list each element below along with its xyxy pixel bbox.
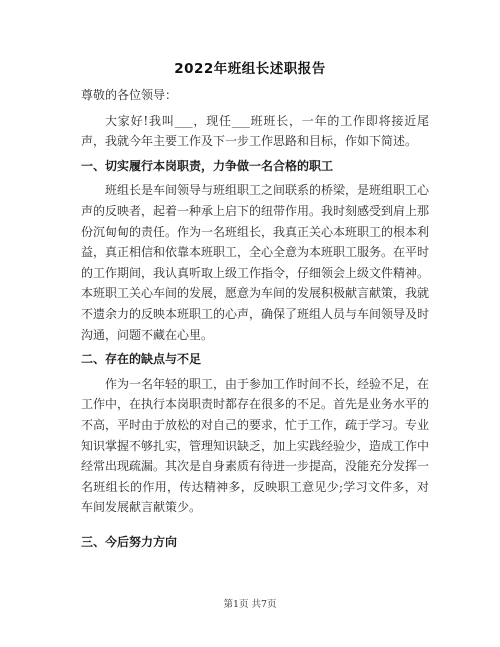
section-body-2: 作为一名年轻的职工，由于参加工作时间不长，经验不足，在工作中，在执行本岗职责时都存在很多的不足。首先是业务水平的不高，平时由于放松的对自己的要求，忙于工作，疏于学习。专业知识掌握不够扎实，管理知识缺乏，加上实践经验少，造成工作中经常出现疏漏。其次是自身素质有待进一步提高，没能充分发挥一名班组长的作用，传达精神多，反映职工意见少;学习文件多，对车间发展献言献策少。 — [81, 376, 430, 515]
section-heading-2: 二、存在的缺点与不足 — [81, 352, 202, 367]
document-title: 2022年班组长述职报告 — [174, 61, 326, 77]
intro-paragraph: 大家好!我叫___，现任___班班长，一年的工作即将接近尾声，我就今年主要工作及下一步工作思路和目标，作如下简述。 — [81, 113, 429, 149]
section-heading-1: 一、切实履行本岗职责，力争做一名合格的职工 — [81, 158, 334, 173]
document-body — [81, 85, 429, 556]
section-body-1: 班组长是车间领导与班组职工之间联系的桥梁，是班组职工心声的反映者，起着一种承上启下的纽带作用。我时刻感受到肩上那份沉甸甸的责任。作为一名班组长，我真正关心本班职工的根本利益，真正相信和依靠本班职工，全心全意为本班职工服务。在平时的工作期间，我认真听取上级工作指令，仔细领会上级文件精神。本班职工关心车间的发展，愿意为车间的发展积极献言献策，我就不遗余力的反映本班职工的心声，确保了班组人员与车间领导及时沟通，问题不藏在心里。 — [81, 183, 430, 342]
page-number-footer: 第1页 共7页 — [223, 599, 277, 610]
section-heading-3: 三、今后努力方向 — [81, 534, 178, 549]
salutation: 尊敬的各位领导： — [81, 88, 178, 102]
